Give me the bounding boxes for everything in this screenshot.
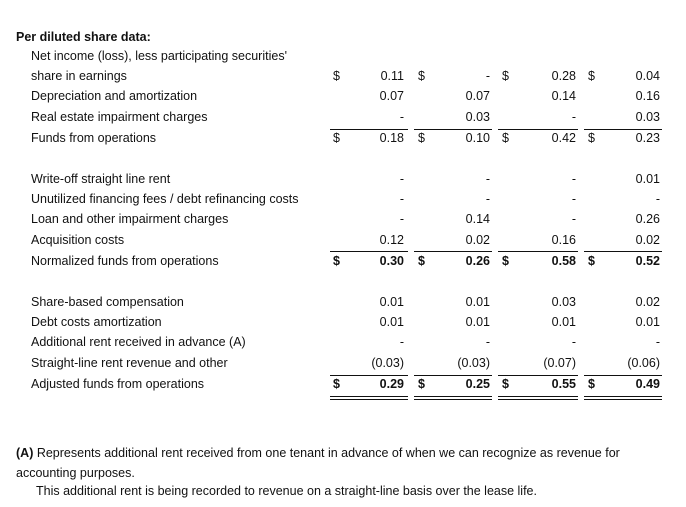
cell-value: - bbox=[485, 192, 490, 206]
cell-value: - bbox=[571, 212, 576, 226]
cell-value: (0.03) bbox=[457, 356, 490, 370]
cell-value: 0.01 bbox=[379, 315, 404, 329]
cell-value: - bbox=[655, 335, 660, 349]
table-row bbox=[0, 353, 686, 373]
subtotal-rule bbox=[330, 251, 408, 252]
subtotal-rule bbox=[498, 251, 578, 252]
table-row bbox=[0, 292, 686, 312]
cell-value: 0.18 bbox=[379, 131, 404, 145]
cell-value: 0.01 bbox=[551, 315, 576, 329]
double-rule bbox=[584, 399, 662, 400]
cell-value: 0.14 bbox=[465, 212, 490, 226]
cell-value: - bbox=[571, 192, 576, 206]
subtotal-rule bbox=[414, 129, 492, 130]
cell-value: - bbox=[399, 192, 404, 206]
row-label: Debt costs amortization bbox=[31, 315, 162, 329]
cell-value: 0.26 bbox=[635, 212, 660, 226]
currency-symbol: $ bbox=[588, 377, 595, 391]
cell-value: 0.16 bbox=[551, 233, 576, 247]
total-rule bbox=[414, 375, 492, 376]
cell-value: 0.55 bbox=[551, 377, 576, 391]
cell-value: - bbox=[399, 212, 404, 226]
currency-symbol: $ bbox=[333, 377, 340, 391]
table-row bbox=[0, 107, 686, 127]
table-row bbox=[0, 374, 686, 394]
cell-value: 0.10 bbox=[465, 131, 490, 145]
table-row bbox=[0, 251, 686, 271]
table-row bbox=[0, 332, 686, 352]
total-rule bbox=[584, 375, 662, 376]
cell-value: 0.02 bbox=[465, 233, 490, 247]
footnote-line2: This additional rent is being recorded to revenue on a straight-line basis over the lease life. bbox=[36, 484, 537, 498]
currency-symbol: $ bbox=[333, 254, 340, 268]
row-label: Adjusted funds from operations bbox=[31, 377, 205, 391]
row-label: Acquisition costs bbox=[31, 233, 125, 247]
cell-value: 0.12 bbox=[379, 233, 404, 247]
double-rule bbox=[584, 396, 662, 397]
cell-value: - bbox=[571, 110, 576, 124]
cell-value: 0.42 bbox=[551, 131, 576, 145]
cell-value: - bbox=[485, 69, 490, 83]
footnote-text: Represents additional rent received from one tenant in advance of when we can recognize as revenue for accounting purposes. bbox=[16, 446, 620, 480]
row-label: Unutilized financing fees / debt refinancing costs bbox=[31, 192, 299, 206]
currency-symbol: $ bbox=[502, 254, 509, 268]
row-label: Write-off straight line rent bbox=[31, 172, 171, 186]
cell-value: 0.01 bbox=[465, 315, 490, 329]
cell-value: - bbox=[399, 335, 404, 349]
cell-value: 0.26 bbox=[465, 254, 490, 268]
section-title: Per diluted share data: bbox=[16, 30, 151, 44]
row-label: Net income (loss), less participating securities' bbox=[31, 49, 287, 63]
footnote bbox=[16, 443, 656, 483]
currency-symbol: $ bbox=[418, 69, 425, 83]
cell-value: 0.29 bbox=[379, 377, 404, 391]
total-rule bbox=[498, 375, 578, 376]
currency-symbol: $ bbox=[418, 131, 425, 145]
currency-symbol: $ bbox=[588, 254, 595, 268]
cell-value: 0.14 bbox=[551, 89, 576, 103]
cell-value: - bbox=[485, 172, 490, 186]
cell-value: 0.01 bbox=[635, 172, 660, 186]
cell-value: 0.03 bbox=[465, 110, 490, 124]
double-rule bbox=[414, 399, 492, 400]
table-row bbox=[0, 46, 686, 66]
subtotal-rule bbox=[584, 129, 662, 130]
cell-value: (0.07) bbox=[543, 356, 576, 370]
row-label: Share-based compensation bbox=[31, 295, 184, 309]
cell-value: 0.02 bbox=[635, 295, 660, 309]
currency-symbol: $ bbox=[588, 69, 595, 83]
cell-value: - bbox=[571, 335, 576, 349]
cell-value: 0.16 bbox=[635, 89, 660, 103]
cell-value: (0.03) bbox=[371, 356, 404, 370]
currency-symbol: $ bbox=[418, 377, 425, 391]
cell-value: 0.25 bbox=[465, 377, 490, 391]
row-label: share in earnings bbox=[31, 69, 127, 83]
double-rule bbox=[498, 396, 578, 397]
table-row bbox=[0, 189, 686, 209]
currency-symbol: $ bbox=[333, 69, 340, 83]
cell-value: - bbox=[571, 172, 576, 186]
cell-value: 0.28 bbox=[551, 69, 576, 83]
row-label: Funds from operations bbox=[31, 131, 157, 145]
row-label: Depreciation and amortization bbox=[31, 89, 198, 103]
cell-value: - bbox=[485, 335, 490, 349]
cell-value: - bbox=[399, 110, 404, 124]
cell-value: 0.04 bbox=[635, 69, 660, 83]
cell-value: 0.30 bbox=[379, 254, 404, 268]
subtotal-rule bbox=[498, 129, 578, 130]
cell-value: 0.03 bbox=[551, 295, 576, 309]
cell-value: 0.58 bbox=[551, 254, 576, 268]
cell-value: 0.52 bbox=[635, 254, 660, 268]
double-rule bbox=[414, 396, 492, 397]
cell-value: (0.06) bbox=[627, 356, 660, 370]
table-row bbox=[0, 169, 686, 189]
table-row bbox=[0, 86, 686, 106]
currency-symbol: $ bbox=[588, 131, 595, 145]
currency-symbol: $ bbox=[333, 131, 340, 145]
table-row bbox=[0, 312, 686, 332]
cell-value: 0.07 bbox=[379, 89, 404, 103]
cell-value: 0.23 bbox=[635, 131, 660, 145]
cell-value: 0.01 bbox=[465, 295, 490, 309]
subtotal-rule bbox=[584, 251, 662, 252]
currency-symbol: $ bbox=[502, 69, 509, 83]
subtotal-rule bbox=[330, 129, 408, 130]
cell-value: 0.49 bbox=[635, 377, 660, 391]
total-rule bbox=[330, 375, 408, 376]
cell-value: 0.07 bbox=[465, 89, 490, 103]
table-row bbox=[0, 209, 686, 229]
subtotal-rule bbox=[414, 251, 492, 252]
double-rule bbox=[330, 399, 408, 400]
cell-value: 0.03 bbox=[635, 110, 660, 124]
row-label: Loan and other impairment charges bbox=[31, 212, 229, 226]
cell-value: 0.02 bbox=[635, 233, 660, 247]
double-rule bbox=[330, 396, 408, 397]
row-label: Normalized funds from operations bbox=[31, 254, 219, 268]
table-row bbox=[0, 128, 686, 148]
currency-symbol: $ bbox=[418, 254, 425, 268]
cell-value: 0.01 bbox=[379, 295, 404, 309]
cell-value: - bbox=[655, 192, 660, 206]
cell-value: - bbox=[399, 172, 404, 186]
cell-value: 0.11 bbox=[380, 69, 404, 83]
table-row bbox=[0, 230, 686, 250]
currency-symbol: $ bbox=[502, 131, 509, 145]
row-label: Real estate impairment charges bbox=[31, 110, 208, 124]
row-label: Straight-line rent revenue and other bbox=[31, 356, 228, 370]
row-label: Additional rent received in advance (A) bbox=[31, 335, 246, 349]
currency-symbol: $ bbox=[502, 377, 509, 391]
table-row bbox=[0, 66, 686, 86]
double-rule bbox=[498, 399, 578, 400]
footnote-marker: (A) bbox=[16, 446, 34, 460]
cell-value: 0.01 bbox=[635, 315, 660, 329]
